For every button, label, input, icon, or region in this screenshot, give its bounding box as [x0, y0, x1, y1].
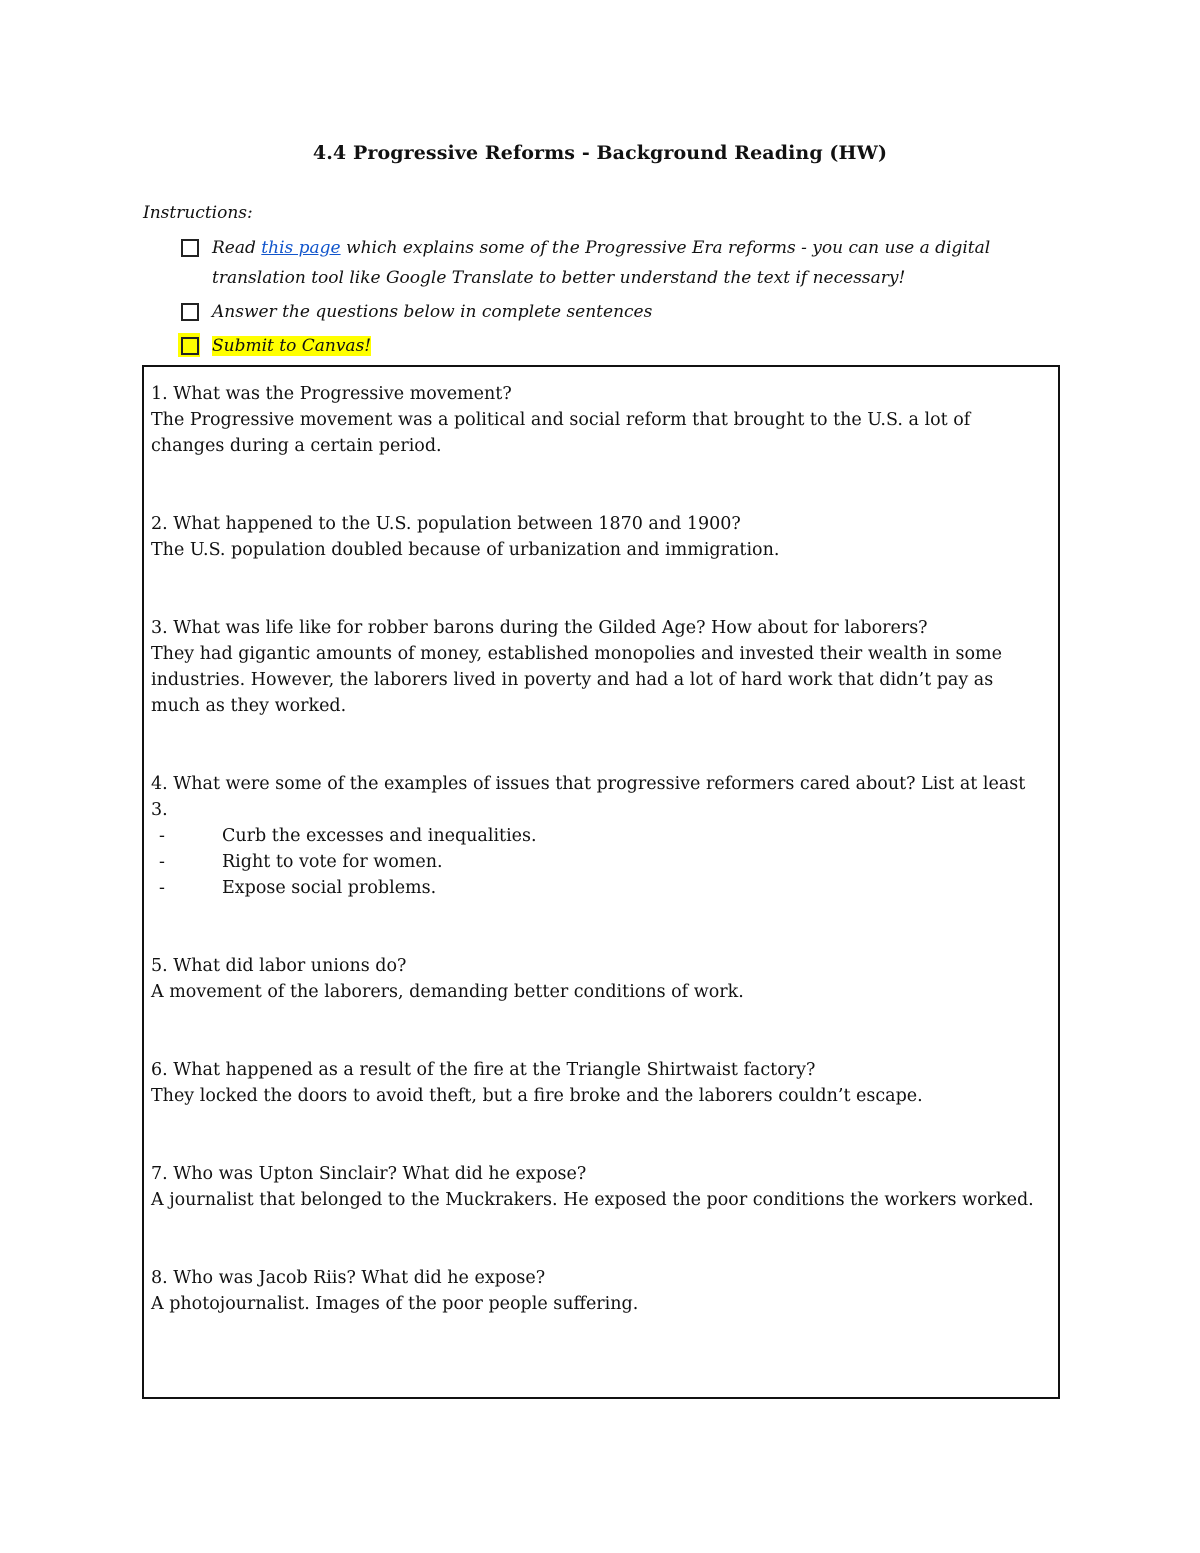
qa-item	[151, 511, 1041, 563]
checklist-item-answer	[178, 297, 1018, 327]
list-item: - Curb the excesses and inequalities.	[159, 823, 1041, 849]
checkbox-icon[interactable]	[181, 337, 199, 355]
question-text: 2. What happened to the U.S. population between 1870 and 1900?	[151, 514, 741, 534]
this-page-link[interactable]: this page	[261, 238, 341, 258]
question-text: 8. Who was Jacob Riis? What did he expose?	[151, 1268, 546, 1288]
answer-text: The Progressive movement was a political and social reform that brought to the U.S. a lot of changes during a certain period.	[151, 410, 971, 456]
qa-item	[151, 771, 1041, 901]
answer-text: A journalist that belonged to the Muckrakers. He exposed the poor conditions the workers worked.	[151, 1190, 1034, 1210]
qa-item	[151, 1057, 1041, 1109]
qa-item	[151, 615, 1041, 719]
page-title: 4.4 Progressive Reforms - Background Reading (HW)	[312, 142, 888, 164]
answer-text: A photojournalist. Images of the poor people suffering.	[151, 1294, 639, 1314]
issues-list	[151, 823, 1041, 901]
instructions-checklist	[178, 233, 1018, 365]
checklist-item-submit	[178, 331, 1018, 361]
answer-text: The U.S. population doubled because of urbanization and immigration.	[151, 540, 780, 560]
checklist-item-read	[178, 233, 1018, 293]
instruction-text: Answer the questions below in complete sentences	[212, 302, 653, 322]
question-text: 6. What happened as a result of the fire at the Triangle Shirtwaist factory?	[151, 1060, 816, 1080]
qa-item	[151, 381, 1041, 459]
list-item: - Right to vote for women.	[159, 849, 1041, 875]
instructions-label: Instructions:	[143, 203, 253, 223]
instruction-text: which explains some of the Progressive Era reforms - you can use a digital translation tool like Google Translate to better understand the text if necessary!	[212, 238, 991, 288]
question-text: 7. Who was Upton Sinclair? What did he expose?	[151, 1164, 587, 1184]
checkbox-icon[interactable]	[181, 303, 199, 321]
question-text: 3. What was life like for robber barons during the Gilded Age? How about for laborers?	[151, 618, 928, 638]
list-item: - Expose social problems.	[159, 875, 1041, 901]
answer-text: They locked the doors to avoid theft, but a fire broke and the laborers couldn’t escape.	[151, 1086, 923, 1106]
answer-box	[142, 365, 1060, 1399]
instruction-text: Submit to Canvas!	[212, 336, 372, 356]
checkbox-icon[interactable]	[181, 239, 199, 257]
instruction-text: Read	[212, 238, 262, 258]
qa-item	[151, 953, 1041, 1005]
question-text: 4. What were some of the examples of issues that progressive reformers cared about? List at least 3.	[151, 774, 1026, 820]
qa-item	[151, 1161, 1041, 1213]
answer-text: They had gigantic amounts of money, established monopolies and invested their wealth in some industries. However, the laborers lived in poverty and had a lot of hard work that didn’t pay as much as they worked.	[151, 644, 1002, 716]
qa-item	[151, 1265, 1041, 1317]
answer-text: A movement of the laborers, demanding better conditions of work.	[151, 982, 744, 1002]
answer-content	[151, 381, 1041, 1317]
question-text: 1. What was the Progressive movement?	[151, 384, 512, 404]
question-text: 5. What did labor unions do?	[151, 956, 407, 976]
